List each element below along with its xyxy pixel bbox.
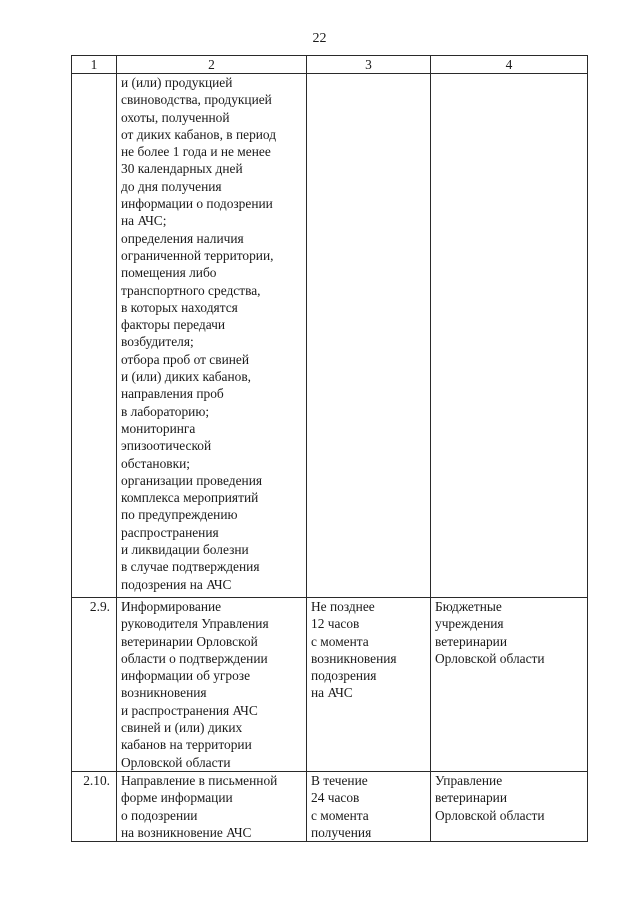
measure-description: Информирование руководителя Управления ветеринарии Орловской области о подтверждении информации об угрозе возникновения и распространения АЧС свиней и (или) диких кабанов на территории Орловской области	[117, 598, 307, 772]
header-cell-1: 1	[72, 56, 117, 74]
table-row	[72, 771, 588, 841]
page-number: 22	[312, 31, 327, 46]
deadline: В течение 24 часов с момента получения	[307, 771, 431, 841]
measure-description: Направление в письменной форме информации о подозрении на возникновение АЧС	[117, 771, 307, 841]
row-number: 2.10.	[72, 771, 117, 841]
row-number: 2.9.	[72, 598, 117, 772]
header-cell-3: 3	[307, 56, 431, 74]
header-cell-4: 4	[431, 56, 588, 74]
table-row	[72, 598, 588, 772]
measure-description: и (или) продукцией свиноводства, продукцией охоты, полученной от диких кабанов, в период не более 1 года и не менее 30 календарных дней до дня получения информации о подозрении на АЧС; определения наличия ограниченной территории, помещения либо транспортного средства, в которых находятся факторы передачи возбудителя; отбора проб от свиней и (или) диких кабанов, направления проб в лабораторию; мониторинга эпизоотической обстановки; организации проведения комплекса мероприятий по предупреждению распространения и ликвидации болезни в случае подтверждения подозрения на АЧС	[117, 74, 307, 598]
header-cell-2: 2	[117, 56, 307, 74]
table-row	[72, 74, 588, 598]
deadline	[307, 74, 431, 598]
responsible	[431, 74, 588, 598]
measures-table	[71, 55, 588, 842]
row-number	[72, 74, 117, 598]
responsible: Бюджетные учреждения ветеринарии Орловской области	[431, 598, 588, 772]
responsible: Управление ветеринарии Орловской области	[431, 771, 588, 841]
table-header-row	[72, 56, 588, 74]
deadline: Не позднее 12 часов с момента возникновения подозрения на АЧС	[307, 598, 431, 772]
